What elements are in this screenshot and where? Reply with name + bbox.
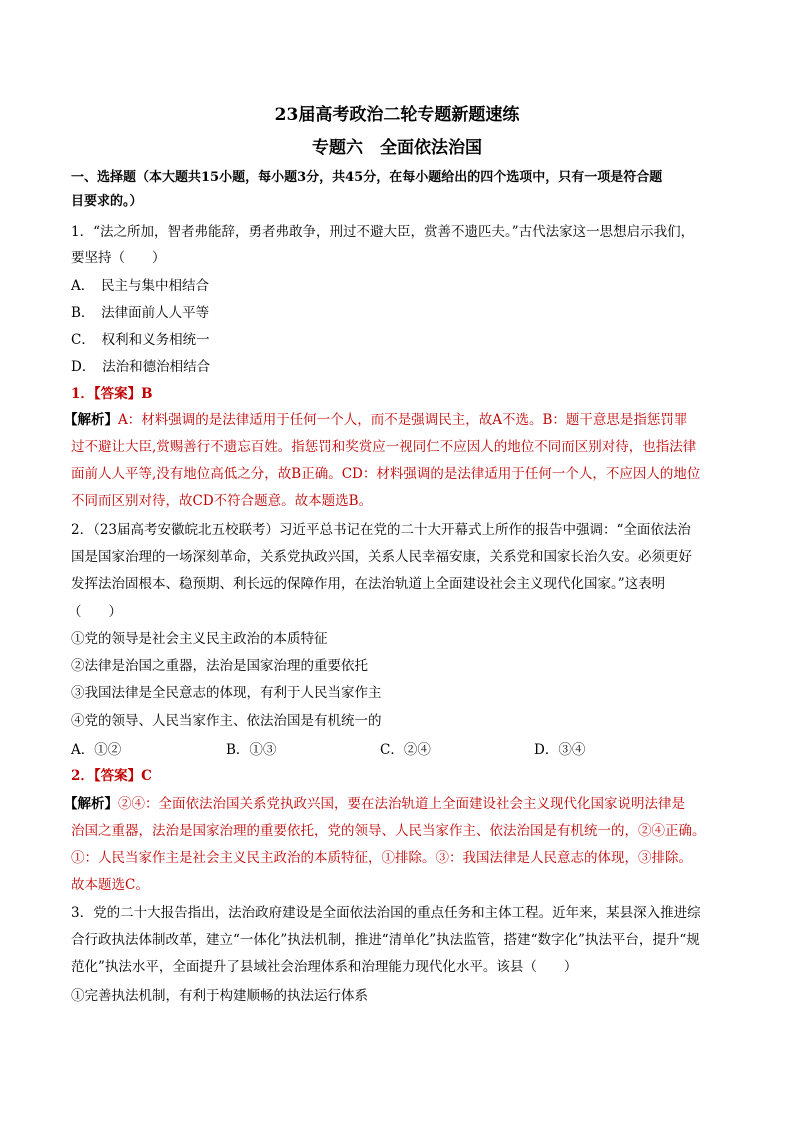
doc-title: 23届高考政治二轮专题新题速练	[274, 105, 520, 125]
doc-subtitle: 专题六 全面依法治国	[312, 138, 482, 158]
q2-stem-line-2: 国是国家治理的一场深刻革命，关系党执政兴国，关系人民幸福安康，关系党和国家长治久安。必须更好	[71, 549, 692, 565]
q1-analysis-line-4: 不同而区别对待，故CD不符合题意。故本题选B。	[71, 493, 373, 509]
q2-option-d: D．③④	[534, 742, 586, 758]
q2-analysis-line-1: 【解析】②④：全面依法治国关系党执政兴国，要在法治轨道上全面建设社会主义现代化国家说明法律是	[64, 796, 685, 812]
q2-stem-line-3: 发挥法治固根本、稳预期、利长远的保障作用，在法治轨道上全面建设社会主义现代化国家。”这表明	[71, 576, 666, 592]
q1-analysis-line-1: 【解析】A：材料强调的是法律适用于任何一个人，而不是强调民主，故A不选。B：题干意思是指惩罚罪	[64, 412, 688, 428]
q2-option-b: B．①③	[226, 742, 277, 758]
q2-stem-line-1: 2．（23届高考安徽皖北五校联考）习近平总书记在党的二十大开幕式上所作的报告中强调：“全面依法治	[71, 522, 691, 538]
q2-answer: 2．【答案】C	[71, 768, 152, 784]
q2-analysis-line-3: ①：人民当家作主是社会主义民主政治的本质特征，①排除。③：我国法律是人民意志的体现，③排除。	[71, 850, 692, 866]
q1-stem-line-2: 要坚持（ ）	[71, 250, 166, 266]
q2-analysis-label: 【解析】	[64, 796, 118, 812]
q1-option-c: C． 权利和义务相统一	[71, 332, 210, 348]
q2-analysis-line-4: 故本题选C。	[71, 877, 149, 893]
q1-analysis-line-2: 过不避让大臣,赏赐善行不遗忘百姓。指惩罚和奖赏应一视同仁不应因人的地位不同而区别对待，也指法律	[71, 439, 697, 455]
q1-option-b: B． 法律面前人人平等	[71, 305, 210, 321]
q3-stem-line-2: 合行政执法体制改革，建立“一体化”执法机制，推进“清单化”执法监管，搭建“数字化”执法平台，提升“规	[71, 932, 700, 948]
q2-item-3: ③我国法律是全民意志的体现，有利于人民当家作主	[71, 685, 382, 701]
q2-option-c: C．②④	[380, 742, 431, 758]
q2-item-1: ①党的领导是社会主义民主政治的本质特征	[71, 631, 328, 647]
q2-stem-line-4: （ ）	[68, 604, 122, 620]
q2-analysis-line-2: 治国之重器，法治是国家治理的重要依托，党的领导、人民当家作主、依法治国是有机统一的，②④正确。	[71, 823, 706, 839]
q2-option-a: A．①②	[71, 742, 122, 758]
q3-stem-line-3: 范化”执法水平，全面提升了县域社会治理体系和治理能力现代化水平。该县（ ）	[71, 959, 578, 975]
q1-analysis-label: 【解析】	[64, 412, 118, 428]
q2-item-4: ④党的领导、人民当家作主、依法治国是有机统一的	[71, 713, 382, 729]
q2-item-2: ②法律是治国之重器，法治是国家治理的重要依托	[71, 658, 368, 674]
q3-item-1: ①完善执法机制，有利于构建顺畅的执法运行体系	[71, 988, 368, 1004]
q1-option-a: A． 民主与集中相结合	[71, 278, 209, 294]
q1-analysis-line-3: 面前人人平等,没有地位高低之分，故B正确。CD：材料强调的是法律适用于任何一个人，不应因人的地位	[71, 466, 701, 482]
section-header-line-2: 目要求的。）	[71, 194, 143, 209]
q3-stem-line-1: 3．党的二十大报告指出，法治政府建设是全面依法治国的重点任务和主体工程。近年来，某县深入推进综	[71, 905, 701, 921]
q1-stem-line-1: 1．“法之所加，智者弗能辞，勇者弗敢争，刑过不避大臣，赏善不遗匹夫。”古代法家这一思想启示我们，	[71, 224, 695, 240]
q1-answer: 1．【答案】B	[71, 386, 153, 402]
q1-option-d: D． 法治和德治相结合	[71, 359, 211, 375]
section-header-line-1: 一、选择题（本大题共15小题，每小题3分，共45分，在每小题给出的四个选项中，只有一项是符合题	[71, 170, 663, 185]
